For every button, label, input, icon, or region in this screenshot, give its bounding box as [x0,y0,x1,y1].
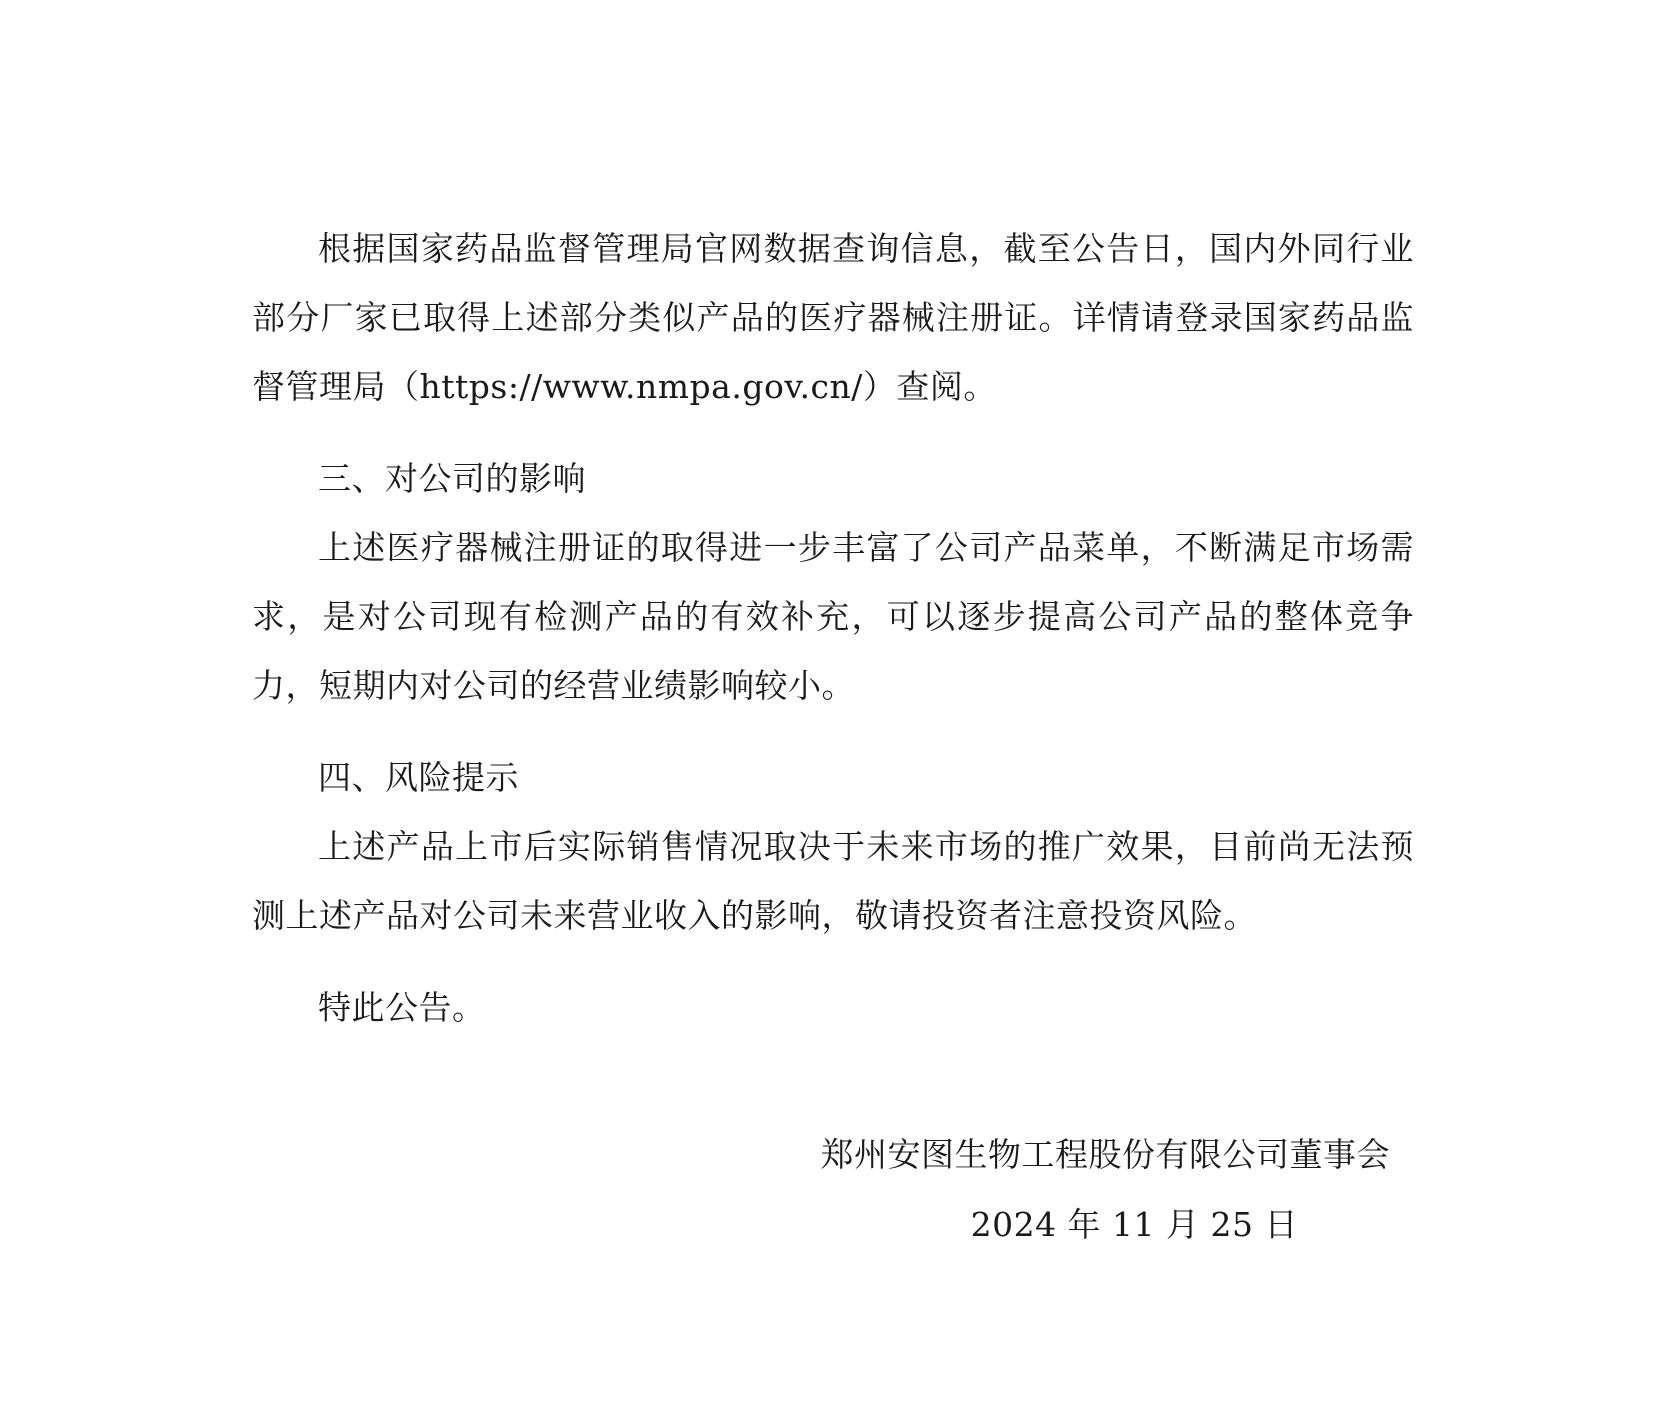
announcement-date: 2024 年 11 月 25 日 [970,1205,1298,1244]
section-heading-risk: 四、风险提示 [318,758,519,797]
paragraph-impact: 上述医疗器械注册证的取得进一步丰富了公司产品菜单，不断满足市场需求，是对公司现有检测产品的有效补充，可以逐步提高公司产品的整体竞争力，短期内对公司的经营业绩影响较小。 [252,528,1414,705]
paragraph-nmpa-info: 根据国家药品监督管理局官网数据查询信息，截至公告日，国内外同行业部分厂家已取得上述部分类似产品的医疗器械注册证。详情请登录国家药品监督管理局（https://www.nmpa.gov.cn/）查阅。 [252,229,1414,406]
signature-board: 郑州安图生物工程股份有限公司董事会 [820,1135,1390,1174]
paragraph-risk: 上述产品上市后实际销售情况取决于未来市场的推广效果，目前尚无法预测上述产品对公司未来营业收入的影响，敬请投资者注意投资风险。 [252,827,1414,935]
section-heading-impact: 三、对公司的影响 [318,459,586,498]
document-body [252,214,1414,1042]
closing-statement: 特此公告。 [318,988,486,1027]
